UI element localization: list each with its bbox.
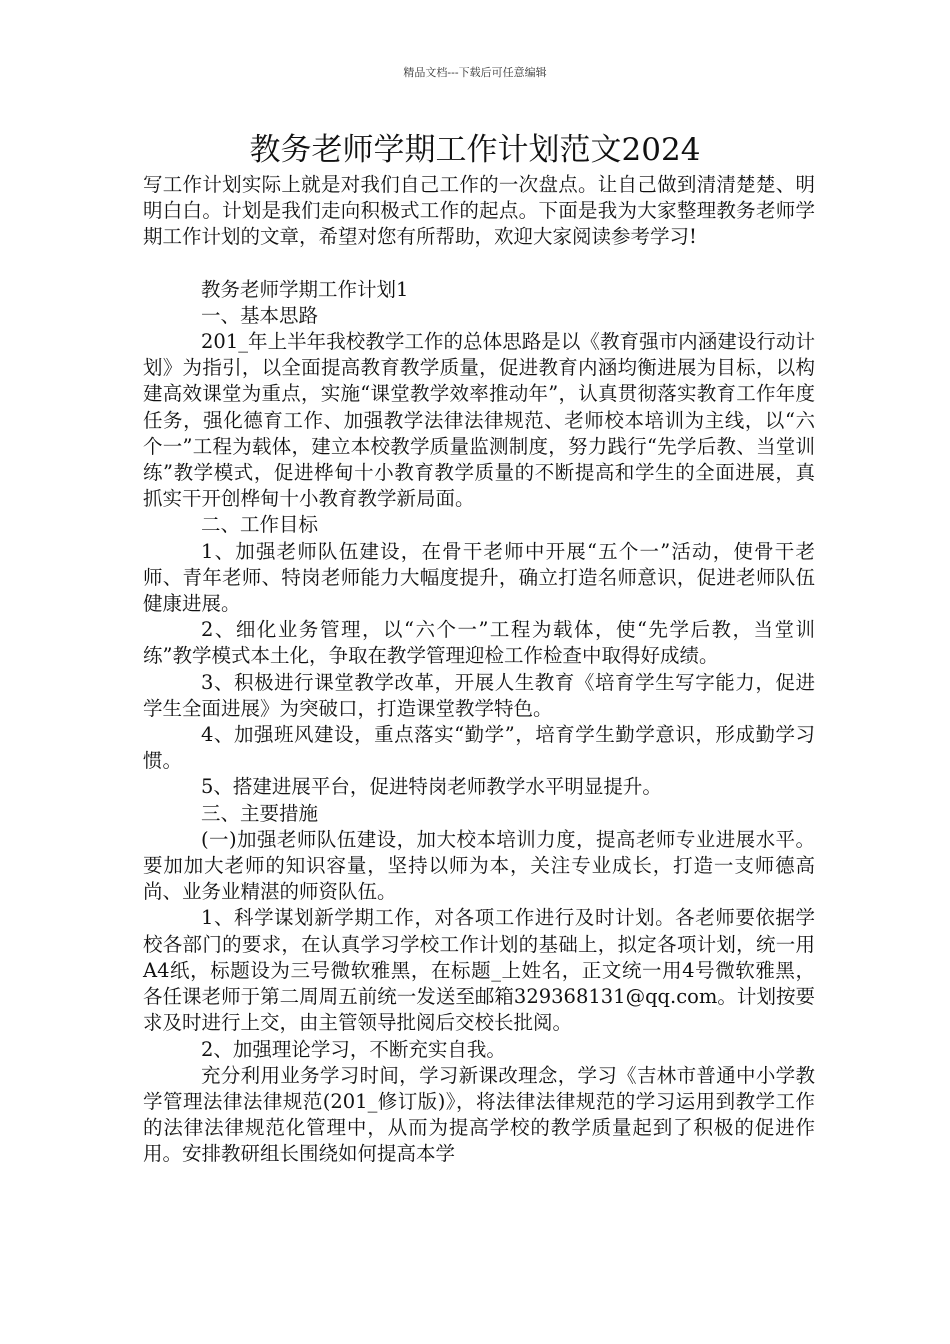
header-note: 精品文档---下载后可任意编辑 [403, 66, 547, 79]
document-body [143, 172, 815, 1168]
list-item: 3、积极进行课堂教学改革，开展人生教育《培育学生写字能力，促进学生全面进展》为突破口，打造课堂教学特色。 [143, 670, 815, 720]
intro-paragraph: 写工作计划实际上就是对我们自己工作的一次盘点。让自己做到清清楚楚、明明白白。计划是我们走向积极式工作的起点。下面是我为大家整理教务老师学期工作计划的文章，希望对您有所帮助，欢迎大家阅读参考学习! [143, 173, 815, 249]
body-paragraph: 充分利用业务学习时间，学习新课改理念，学习《吉林市普通中小学教学管理法律法律规范(201_修订版)》，将法律法律规范的学习运用到教学工作的法律法律规范化管理中，从而为提高学校的教学质量起到了积极的促进作用。安排教研组长围绕如何提高本学 [143, 1063, 815, 1166]
list-item: 1、科学谋划新学期工作，对各项工作进行及时计划。各老师要依据学校各部门的要求，在认真学习学校工作计划的基础上，拟定各项计划，统一用A4纸，标题设为三号微软雅黑，在标题_上姓名，正文统一用4号微软雅黑，各任课老师于第二周周五前统一发送至邮箱329368131@qq.com。计划按要求及时进行上交，由主管领导批阅后交校长批阅。 [143, 906, 815, 1035]
list-item: 5、搭建进展平台，促进特岗老师教学水平明显提升。 [201, 775, 662, 799]
body-paragraph: 201_年上半年我校教学工作的总体思路是以《教育强市内涵建设行动计划》为指引，以全面提高教育教学质量，促进教育内涵均衡进展为目标，以构建高效课堂为重点，实施“课堂教学效率推动年”，认真贯彻落实教育工作年度任务，强化德育工作、加强教学法律法律规范、老师校本培训为主线，以“六个一”工程为载体，建立本校教学质量监测制度，努力践行“先学后教、当堂训练”教学模式，促进桦甸十小教育教学质量的不断提高和学生的全面进展，真抓实干开创桦甸十小教育教学新局面。 [143, 330, 815, 511]
section-heading: 二、工作目标 [201, 513, 319, 537]
list-item: 4、加强班风建设，重点落实“勤学”，培育学生勤学意识，形成勤学习惯。 [143, 723, 815, 773]
section-heading: 三、主要措施 [201, 801, 319, 825]
list-item: 2、细化业务管理，以“六个一”工程为载体，使“先学后教，当堂训练”教学模式本土化，争取在教学管理迎检工作检查中取得好成绩。 [143, 618, 815, 668]
list-item: 2、加强理论学习，不断充实自我。 [201, 1037, 506, 1061]
body-paragraph: (一)加强老师队伍建设，加大校本培训力度，提高老师专业进展水平。要加加大老师的知识容量，坚持以师为本，关注专业成长，打造一支师德高尚、业务业精湛的师资队伍。 [143, 827, 815, 904]
list-item: 1、加强老师队伍建设，在骨干老师中开展“五个一”活动，使骨干老师、青年老师、特岗老师能力大幅度提升，确立打造名师意识，促进老师队伍健康进展。 [143, 539, 815, 616]
section-title: 教务老师学期工作计划1 [201, 277, 409, 301]
section-heading: 一、基本思路 [201, 303, 319, 327]
document-title: 教务老师学期工作计划范文2024 [249, 132, 701, 168]
